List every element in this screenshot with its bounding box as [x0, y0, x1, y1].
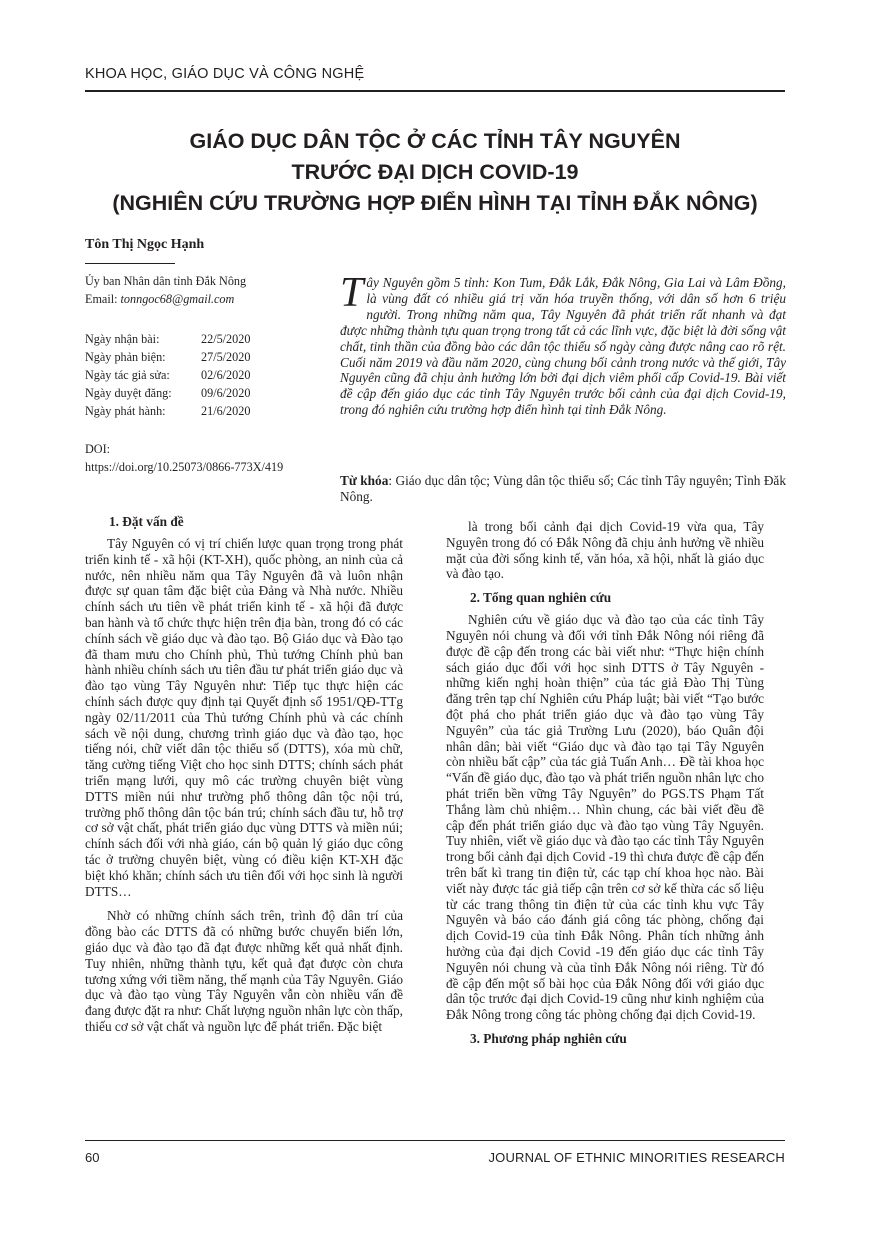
affiliation: Ủy ban Nhân dân tỉnh Đắk Nông — [85, 274, 247, 288]
date-reviewed — [85, 349, 250, 365]
author-rule — [85, 263, 175, 264]
journal-name: JOURNAL OF ETHNIC MINORITIES RESEARCH — [488, 1150, 785, 1165]
date-label: Ngày tác giả sửa: — [85, 368, 170, 382]
body-paragraph: Tây Nguyên có vị trí chiến lược quan trọng trong phát triển kinh tế - xã hội (KT-XH), quốc phòng, an ninh của cả nước, nên nhiều năm qua Tây Nguyên đã và luôn nhận được sự quan tâm đặc biệt của Đảng và Nhà nước. Nhiều chính sách ưu tiên về phát triển kinh tế - xã hội đã được ban hành và tổ chức thực hiện trên địa bàn, trong đó có các chính sách về giáo dục và đào tạo. Bộ Giáo dục và Đào tạo đã tham mưu cho Chính phủ, Thủ tướng Chính phủ ban hành nhiều chính sách ưu tiên đầu tư phát triển giáo dục và đào tạo vùng Tây Nguyên như: Tiếp tục thực hiện các chính sách được quy định tại Quyết định số 1951/QĐ-TTg ngày 02/11/2011 của Thủ tướng Chính phủ và các chính sách về nội dung, chương trình giáo dục và đào tạo, học tiếng nói, chữ viết dân tộc thiểu số (DTTS), xóa mù chữ, tăng cường tiếng Việt cho học sinh DTTS; chính sách phát triển mạng lưới, quy mô các trường chuyên biệt vùng DTTS miền núi như trường phổ thông dân tộc nội trú, trường phổ thông dân tộc bán trú; chính sách đầu tư, hỗ trợ cơ sở vật chất, phát triển giáo dục vùng DTTS và miền núi; chính sách đối với nhà giáo, cán bộ quản lý giáo dục công tác ở trường chuyên biệt, vùng có điều kiện KT-XH đặc biệt khó khăn; chính sách ưu tiên đối với học sinh là người DTTS… — [85, 536, 403, 899]
email-link[interactable]: tonngoc68@gmail.com — [120, 292, 235, 306]
date-label: Ngày phản biện: — [85, 350, 166, 364]
section-heading-methods: 3. Phương pháp nghiên cứu — [470, 1030, 627, 1046]
date-label: Ngày duyệt đăng: — [85, 386, 172, 400]
body-column-right — [446, 519, 764, 1053]
body-column-left — [85, 514, 403, 1044]
email-line — [85, 291, 234, 307]
date-value: 21/6/2020 — [201, 404, 251, 418]
body-paragraph: là trong bối cảnh đại dịch Covid-19 vừa qua, Tây Nguyên trong đó có Đắk Nông đã chịu ảnh hưởng về nhiều mặt của đời sống kinh tế, văn hóa, xã hội, nhất là giáo dục và đào tạo. — [446, 519, 764, 582]
date-revised — [85, 367, 250, 383]
date-value: 09/6/2020 — [201, 386, 251, 400]
abstract-text: ây Nguyên gồm 5 tỉnh: Kon Tum, Đắk Lắk, Đắk Nông, Gia Lai và Lâm Đồng, là vùng đất có nhiều giá trị văn hóa truyền thống, với dân số hơn 6 triệu người. Trong những năm qua, Tây Nguyên đã phát triển rất nhanh và đạt được những thành tựu quan trọng trong tất cả các lĩnh vực, đặc biệt là đời sống vật chất, tinh thần của đồng bào các dân tộc thiểu số ngày càng được nâng cao rõ rệt. Cuối năm 2019 và đầu năm 2020, cùng chung bối cảnh trong nước và thế giới, Tây Nguyên cũng đã chịu ảnh hưởng lớn bởi đại dịch viêm phổi cấp Covid-19. Bài viết đề cập đến giáo dục các tỉnh Tây Nguyên trước bối cảnh của đại dịch Covid-19, trong đó nghiên cứu trường hợp điển hình tại tỉnh Đắk Nông. — [340, 275, 786, 418]
doi-label: DOI: — [85, 442, 111, 456]
date-value: 22/5/2020 — [201, 332, 251, 346]
keywords-label: Từ khóa — [340, 473, 389, 488]
date-value: 02/6/2020 — [201, 368, 251, 382]
author-name: Tôn Thị Ngọc Hạnh — [85, 237, 205, 252]
date-label: Ngày nhận bài: — [85, 332, 160, 346]
abstract — [340, 270, 786, 418]
body-paragraph: Nghiên cứu về giáo dục và đào tạo của các tỉnh Tây Nguyên nói chung và đối với tỉnh Đắk Nông nói riêng đã được đề cập đến trong các bài viết như: “Thực hiện chính sách giáo dục đối với học sinh DTTS ở Tây Nguyên - những kiến nghị hoàn thiện” của tác giả Đào Thị Tùng đăng trên tạp chí Nghiên cứu Pháp luật; bài viết “Tạo bước đột phá cho phát triển giáo dục và đào tạo vùng Tây Nguyên” của tác giả Trường Lưu (2020), báo Quân đội nhân dân; bài viết “Giáo dục và đào tạo tại Tây Nguyên còn nhiều bất cập” của tác giả Tuấn Anh… Đề tài khoa học “Vấn đề giáo dục, đào tạo và phát triển nguồn nhân lực cho phát triển bền vững Tây Nguyên” do PGS.TS Phạm Tất Thắng làm chủ nhiệm… Nhìn chung, các bài viết đều đề cập đến phát triển giáo dục và đào tạo vùng Tây Nguyên. Tuy nhiên, viết về giáo dục và đào tạo các tỉnh Tây Nguyên trong bối cảnh đại dịch Covid -19 thì chưa được đề cập đến trên bất kì trang tin điện tử, các tạp chí khoa học nào. Bài viết này được tác giả tiếp cận trên cơ sở kế thừa các số liệu từ các trang thông tin điện tử của các tỉnh khu vực Tây Nguyên và báo cáo đánh giá công tác phòng, chống đại dịch Covid-19 của tỉnh Đắk Nông. Phân tích những ảnh hưởng của đại dịch Covid -19 đến giáo dục các tỉnh Tây Nguyên nói chung và của tỉnh Đắk Nông nói riêng. Từ đó đề cập đến một số bài học của Đắk Nông đối với giáo dục dân tộc trước đại dịch Covid-19 cũng như kinh nghiệm của Đắk Nông trong công tác phòng chống đại dịch Covid-19. — [446, 612, 764, 1023]
doi-link[interactable]: https://doi.org/10.25073/0866-773X/419 — [85, 460, 284, 474]
abstract-dropcap: T — [340, 270, 364, 316]
footer-rule — [85, 1140, 785, 1141]
date-received — [85, 331, 250, 347]
date-accepted — [85, 385, 250, 401]
section-heading-overview: 2. Tổng quan nghiên cứu — [470, 590, 612, 606]
title-line-1: GIÁO DỤC DÂN TỘC Ở CÁC TỈNH TÂY NGUYÊN — [189, 129, 681, 153]
email-label: Email: — [85, 292, 118, 306]
keywords — [340, 473, 786, 505]
header-rule — [85, 90, 785, 92]
keywords-text: : Giáo dục dân tộc; Vùng dân tộc thiểu số; Các tỉnh Tây nguyên; Tỉnh Đăk Nông. — [340, 473, 786, 504]
body-paragraph: Nhờ có những chính sách trên, trình độ dân trí của đồng bào các DTTS đã có những bước chuyển biến lớn, giáo dục và đào tạo đã đạt được những kết quả nhất định. Tuy nhiên, những thành tựu, kết quả đạt được còn chưa tương xứng với tiềm năng, thế mạnh của Tây Nguyên. Giáo dục và đào tạo vùng Tây Nguyên vẫn còn nhiều vấn đề đang được đặt ra như: Chất lượng nguồn nhân lực còn thấp, thiếu cơ sở vật chất và nguồn lực để phát triển. Đặc biệt — [85, 908, 403, 1034]
page-number: 60 — [85, 1150, 100, 1165]
title-line-3: (NGHIÊN CỨU TRƯỜNG HỢP ĐIỂN HÌNH TẠI TỈNH ĐẮK NÔNG) — [112, 191, 758, 215]
section-heading-intro: 1. Đặt vấn đề — [109, 514, 184, 529]
date-label: Ngày phát hành: — [85, 404, 166, 418]
section-header: KHOA HỌC, GIÁO DỤC VÀ CÔNG NGHỆ — [85, 66, 365, 82]
article-title — [85, 126, 785, 219]
title-line-2: TRƯỚC ĐẠI DỊCH COVID-19 — [291, 160, 579, 184]
date-published — [85, 403, 250, 419]
date-value: 27/5/2020 — [201, 350, 251, 364]
